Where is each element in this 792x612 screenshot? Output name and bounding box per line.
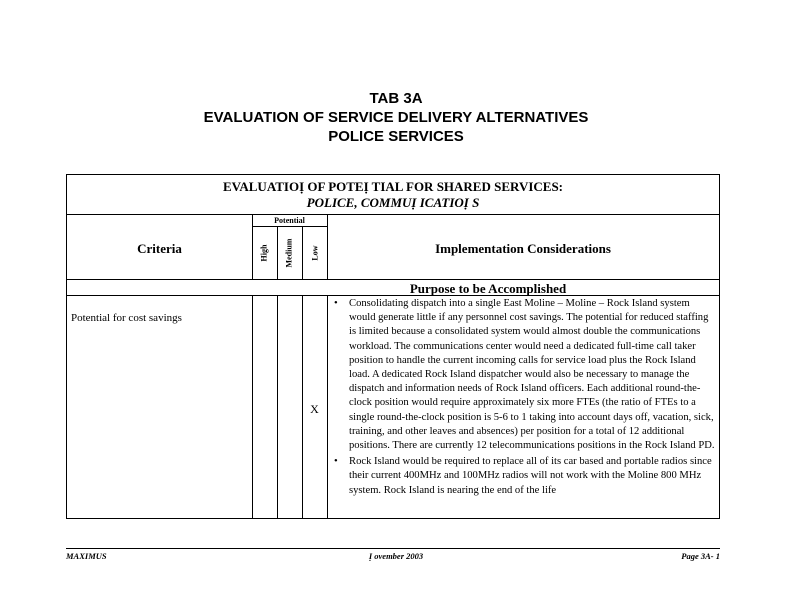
medium-header: Medium bbox=[284, 238, 294, 268]
impl-col-divider bbox=[327, 295, 328, 518]
table-title: EVALUATIOỊ OF POTEỊ TIAL FOR SHARED SERVICES: bbox=[222, 179, 564, 194]
high-col-divider-top bbox=[277, 226, 278, 279]
implementation-considerations bbox=[329, 297, 719, 500]
low-rating-mark: X bbox=[310, 402, 319, 416]
bullet-icon: • bbox=[334, 456, 338, 468]
potential-header: Potential bbox=[274, 216, 305, 225]
criteria-col-divider bbox=[252, 295, 253, 518]
criteria-cell: Potential for cost savings bbox=[71, 312, 182, 324]
high-col-divider bbox=[277, 295, 278, 518]
header-divider bbox=[67, 279, 719, 280]
table-subtitle: POLICE, COMMUỊ ICATIOỊ S bbox=[306, 195, 480, 210]
medium-col-divider-top bbox=[302, 226, 303, 279]
consideration-text: Consolidating dispatch into a single East Moline – Moline – Rock Island system would generate little if any personnel cost savings. The potential for reduced staffing is limited because a consolidated system would almost double the communications workload. The communications center would need a dedicated full-time call taker position to handle the current incoming calls for service load plus the Rock Island load. A dedicated Rock Island dispatcher would also be necessary to manage the dispatch and information needs of Rock Island officers. Each additional round-the-clock position would require approximately six more FTEs (the ratio of FTEs to a single round-the-clock position is 5-6 to 1 taking into account days off, vacation, sick, training, and other leaves and absences) per position for a total of 12 additional positions. There are currently 12 telecommunications positions in the Rock Island PD. bbox=[349, 298, 715, 452]
tab-title: TAB 3A bbox=[369, 90, 423, 107]
footer-page-number: Page 3A- 1 bbox=[681, 551, 720, 561]
high-header: High bbox=[259, 244, 269, 262]
bullet-icon: • bbox=[334, 298, 338, 309]
list-item bbox=[329, 455, 719, 498]
footer-company: MAXIMUS bbox=[66, 551, 107, 561]
criteria-header: Criteria bbox=[137, 241, 182, 256]
implementation-header: Implementation Considerations bbox=[435, 241, 611, 256]
potential-divider bbox=[252, 226, 327, 227]
consideration-text: Rock Island would be required to replace all of its car based and portable radios since their current 400MHz and 100MHz radios will not work with the Moline 800 MHz system. Rock Island is nearing the end of the life bbox=[349, 456, 712, 496]
footer-date: Ị ovember 2003 bbox=[368, 551, 424, 561]
document-subtitle: POLICE SERVICES bbox=[328, 128, 464, 145]
evaluation-table bbox=[66, 174, 720, 519]
title-divider bbox=[67, 214, 719, 215]
list-item bbox=[329, 297, 719, 453]
footer-rule bbox=[66, 548, 720, 549]
section-title: Purpose to be Accomplished bbox=[409, 281, 567, 296]
low-header: Low bbox=[310, 245, 320, 261]
document-title: EVALUATION OF SERVICE DELIVERY ALTERNATIVES bbox=[203, 109, 589, 126]
